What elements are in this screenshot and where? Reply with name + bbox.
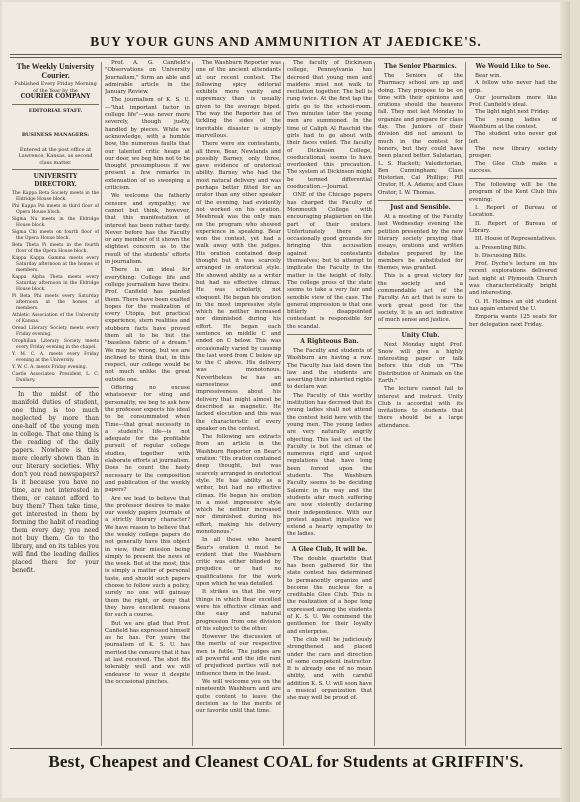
list-item: The light night next Friday. [475, 109, 550, 116]
article-paragraph: The Seniors of the Pharmacy school are up and doing. They propose to be on time with their opinions and orations should the heavens fall. They met last Monday to organize and prepare for class day. The Juniors of their division did not amount to much in the contest for honors, but they could have been placed better. Salutarian, L. S. Hackett; Valedictorian, Ben Cunningham; Class Historian, Cal Phillips; Pill Orator, H. A. Adams; and Class Orator, I. W. Thomas. [378, 73, 463, 196]
divider [378, 200, 463, 201]
directory-entry: Orophilian Literary Society meets every Friday evening in the chapel. [12, 339, 99, 350]
list-item: The young ladies of Washburn at the contest. [469, 116, 557, 131]
article-paragraph: Prof. A. G. Canfield's "Observations on University Journalism," form an able and admirable article in the January Review. [105, 60, 190, 96]
article-paragraph: There were six contestants, all three, Bear, Newlands and possibly Barney, only three, gave evidence of oratorical ability. Barney who had the most natural delivery and was perhaps better fitted for an orator than any other speaker of the evening, had evidently not worked on his oration. Meebreak was the only man on the program who showed experience in speaking. Bear won the contest, yet had a walk away with the judges. His oration contained deep thought but it was scarcely arranged in oratorical style. He showed ability as a writer but had no effective climax. He was scholarly, not eloquent. He began his oration in the most impressive style which he neither increased nor diminished during his effort. He began each sentence on middle C and ended on C below. This was occasionally varied by causing the last word from C below up to the C above. His delivery was monotonous. Nevertheless he has an earnestness and impressiveness about his delivery that might almost be described as magnetic. He lacked elocution and this was the characteristic of every speaker on the contest. [196, 141, 281, 432]
article-paragraph: The club will be judiciously strengthened and placed under the care and direction of some competent instructor. It is already one of no mean ability, and with careful addition K. S. U. will soon have a musical organization that she may well be proud of. [287, 636, 372, 702]
divider [378, 328, 463, 329]
column-5 [378, 60, 463, 748]
column-4 [287, 60, 372, 748]
article-paragraph: Prof. Dyche's lecture on his recent explorations delivered last night at Plymouth Church was characteristically bright and interesting. [469, 261, 557, 297]
list-item: Bear win. [475, 73, 502, 79]
article-paragraph: Are we lead to believe that the professor desires to make our weekly papers journals of a strictly literary character? We have reason to believe that the weekly college papers do not generally have this object in view, their mission being simply to present the news of the week. But at the most, this is simply a matter of personal taste, and should such papers choose to follow such a policy, surely no one will gainsay them the right, or deny that they have excellent reasons for such a course. [105, 495, 190, 619]
section-heading: A Glee Club, It will be. [291, 545, 368, 553]
article-paragraph: However the discussion of the merits of our respective men is futile. The judges are all powerful and the idle rant of prejudiced parties will not influence them in the least. [196, 634, 281, 677]
directory-entry: Phi Kappa Psi meets in third floor of Opera House block. [12, 204, 99, 215]
program-item: a. Presenting Bills. [475, 244, 527, 251]
list-item: The new library society prosper. [469, 145, 557, 160]
article-paragraph: O. H. Holmes an old student has again entered the U. [469, 298, 557, 312]
divider [12, 104, 99, 105]
article-paragraph: The Faculty of this worthy institution has decreed that its young ladies shall not attend the contest held here with the young men. The young ladies are very naturally angrily objecting. This last act of the Faculty is but the climax of numerous rigid and unjust regulations that have long been forced upon the students. The Washburn Faculty seems to be deciding Salemic in its way and the students afar much suffering are now violently declaring their independence. With our protest against injustice we extend a hearty sympathy to the ladies. [287, 392, 372, 538]
university-directory [12, 191, 99, 384]
list-item: Our journalism more like Prof. Canfield's ideal. [469, 94, 557, 109]
section-heading: We Would Like to See. [475, 63, 551, 70]
article-paragraph: The journalism of K. S. U.—"that important factor in college life"—was never more severely, though justly, handled by pieces. While we acknowledge, with a humble bow, the numerous faults that our talented critic heaps at our door, we beg him not to be thought presumptuous if we present a few remarks in extenuation of so sweeping a criticism. [105, 97, 190, 192]
article-paragraph: We will welcome you on the nineteenth Washburn and are quite content to leave the decision as to the merits of our favorite until that time. [196, 678, 281, 715]
directory-entry: Oread Literary Society meets every Friday evening. [12, 326, 99, 337]
directory-entry: Y. W. C. A. meets Friday evening. [12, 365, 88, 370]
column-divider [283, 62, 284, 746]
article-paragraph: ONE of the Chicago papers has charged the Faculty of Monmouth College with encouraging plagiarism on the part of their orators. Unfortunately there are occasionally good grounds for bringing this accusation against contestants themselves; but to attempt to implicate the Faculty in the matter is the height of folly. The college press of the state seems to take a very fair and sensible view of the case. The general impression is that one bitterly disappointed contestant is responsible for the scandal. [287, 192, 372, 330]
directory-entry: The Kappa Beta Society meets in the Eldridge House block. [12, 191, 99, 202]
article-paragraph: It strikes us that the very things in which Bear excelled were his effective climax and the easy and natural progression from one division of his subject to the other. [196, 589, 281, 632]
directory-entry: Castle Associates: President, L. C. Dunlavy. [12, 372, 99, 383]
column-1 [12, 60, 99, 748]
article-paragraph: In all those who heard Bear's oration it must be evident that the Washburn critic was either blinded by prejudice or had no qualifications for the work upon which he was detailed. [196, 537, 281, 588]
directory-entry: Y. M. C. A. meets every Friday evening at the University. [12, 352, 99, 363]
page-binding-edge [560, 2, 570, 802]
directory-entry: Sigma Chi meets on fourth floor of the Opera House block. [12, 230, 99, 241]
top-advertisement-banner: BUY YOUR GUNS AND AMMUNITION AT JAEDICKE'S. [90, 34, 482, 49]
article-paragraph: Emporia wants 125 seats for her delegation next Friday. [469, 314, 557, 328]
program-item: I. Report of Bureau of Location. [469, 205, 557, 219]
article-paragraph: The following will be the program of the Kent Club this evening: [469, 182, 557, 203]
column-divider [374, 62, 375, 746]
column-2 [105, 60, 190, 748]
article-paragraph: The lecture cannot fail to interest and instruct. Unity Club is accordial with its invitations to students that there should be a large attendance. [378, 386, 463, 429]
masthead-line: Published Every Friday Morning of the Year by the [14, 81, 97, 94]
column-divider [101, 62, 102, 746]
column-6 [469, 60, 557, 748]
article-paragraph: At a meeting of the Faculty last Wednesday evening the petition presented by the new literary society praying that essays, orations and written debates prepared by the members be substituted for themes, was granted. [378, 214, 463, 272]
article-paragraph: Next Monday night Prof. Snow will give a highly interesting paper or talk before this club on "The Distribution of Animals on the Earth." [378, 341, 463, 384]
program-item: III. House of Representatives. [475, 236, 557, 243]
masthead-company: COURIER COMPANY [20, 93, 91, 100]
article-paragraph: The double quartette that has been gathered for the state contest has determined to permanently organize and become the nucleus for a creditable Glee Club. This is the realization of a hope long expressed among the students of K. S. U. We commend the gentlemen for their loyalty and enterprise. [287, 555, 372, 635]
top-rule-double [10, 57, 562, 58]
article-paragraph: There is an ideal for everything: College life and college journalism have theirs. Prof. Canfield has painted them. There have been exalted hopes for the realization of every Utopia, but practical experience, stern realities and stubborn facts have proved them all to be but the "baseless fabric of a dream." We may be wrong, but we are inclined to think that, in this respect, our college would be not much unlike the great outside one. [105, 267, 190, 383]
divider [287, 542, 372, 543]
directory-entry: Beta Theta Pi meets in the fourth floor of the Opera House block. [12, 243, 99, 254]
directory-heading: UNIVERSITY DIRECTORY. [33, 173, 78, 188]
section-heading: The Senior Pharmics. [384, 63, 457, 70]
divider [469, 178, 557, 179]
article-paragraph: Offering no excuse whatsoever for sting and personality, we beg to ask how the professor expects his ideal to be consummated when Time—that great necessity in a student's life—is not adequate for the profitable pursuit of regular college studies, together with elaborate efforts at journalism. Does he count the hasty necessary to the composition and publication of the weekly papers? [105, 385, 190, 494]
article-paragraph: We welcome the fatherly censure and sympathy; we cannot but think, however, that this manifestation of interest has been rather tardy. Never before has the Faculty or any member of it shown the slightest concern as to the result of the students' efforts in journalism. [105, 193, 190, 266]
postal-notice: Entered at the post office at Lawrence, Kansas, as second class matter. [18, 146, 93, 166]
directory-entry: Sigma Nu meets in the Eldridge House block. [12, 217, 99, 228]
article-paragraph: The Washburn Reporter was one of the ancient attendants at our recent contest. The following spicy editorial exhibits more vanity and supremacy than is usually given to the average biped. The way the Reporter has of tickling the sides of the inevitable disaster is simply marvellous. [196, 60, 281, 139]
wish-list [469, 73, 557, 175]
masthead-title: The Weekly University Courier. [16, 62, 95, 80]
top-rule [10, 54, 562, 55]
column-3 [196, 60, 281, 748]
directory-entry: Athletic Association of the University of Kansas. [12, 313, 99, 324]
directory-entry: Kappa Kappa Gamma meets every Saturday afternoon at the homes of members. [12, 256, 99, 273]
section-heading: A Righteous Ban. [300, 337, 359, 345]
directory-entry: Pi Beta Phi meets every Saturday afternoon at the homes of members. [12, 294, 99, 311]
list-item: The student who never got left. [469, 131, 557, 145]
article-paragraph: This is a great victory for the society and a commendable act of the Faculty. An act that is sure to work great good for the society. It is an act indicative of much sense and justice. [378, 273, 463, 324]
list-item: A fellow who never had the grip. [469, 80, 557, 94]
bottom-rule [10, 748, 562, 749]
article-paragraph: The Faculty and students of Washburn are having a row. The Faculty has laid down the law and the students are asserting their inherited rights to declare war. [287, 347, 372, 391]
section-heading: Unity Club. [401, 331, 440, 339]
list-item: The Glee Club make a success. [469, 160, 557, 174]
article-paragraph: The following are extracts from an article in the Washburn Reporter on Bear's oration: "His oration contained deep thought, but was scarcely arranged in oratorical style. He has ability as a writer, but had no effective climax. He began his oration in a most impressive style which he neither increased nor diminished during his effort, making his delivery monotonous." [196, 434, 281, 535]
editorial-staff-head: EDITORIAL STAFF. [28, 107, 83, 114]
business-managers-head: BUSINESS MANAGERS: [21, 132, 90, 138]
article-paragraph: But we are glad that Prof. Canfield has expressed himself as he has. For years the journalism of K. S. U. has merited the censure that it has at last received. The shot fits tolerably well and we will endeavor to wear it despite the occasional pinches. [105, 620, 190, 685]
editorial-paragraph: In the midst of the manifold duties of student, one thing is too much neglected by more than one-half of the young men in college. That one thing is the reading of the daily papers. Nowhere is this more clearly shown than in our literary societies. Why don't you read newspapers? Is it because you have no time, are not interested in them, or cannot afford to buy them? Then take time, get interested in them by forming the habit of reading them every day; you need not buy them. Go to the library, and on its tables you will find the leading dailies placed there for your benefit. [12, 391, 99, 574]
program-item: II. Report of Bureau of Library. [469, 220, 557, 234]
column-divider [465, 62, 466, 746]
article-paragraph: The faculty of Dickinson college, Pennsylvania has decreed that young men and maidens must not walk to recitation together. The bell is rung twice. At the first tap the girls go to the school-room. Two minutes later the young men are summoned. In the time of Caliph Al Raschid the girls had to go about with their faces veiled. The faculty of Dickinson College, coeducational, seems to have overlooked this precaution. The system at Dickinson might be termed differential coeducation.—Journal. [287, 60, 372, 191]
divider [12, 169, 99, 170]
bottom-advertisement-banner: Best, Cheapest and Cleanest COAL for Students at GRIFFIN'S. [48, 752, 524, 771]
divider [12, 387, 99, 388]
program-item: b. Discussing Bills. [475, 252, 527, 259]
directory-entry: Kappa Alpha Theta meets every Saturday afternoon in the Eldridge House block. [12, 275, 99, 292]
divider [287, 334, 372, 335]
section-heading: Just and Sensible. [390, 204, 451, 212]
column-divider [192, 62, 193, 746]
